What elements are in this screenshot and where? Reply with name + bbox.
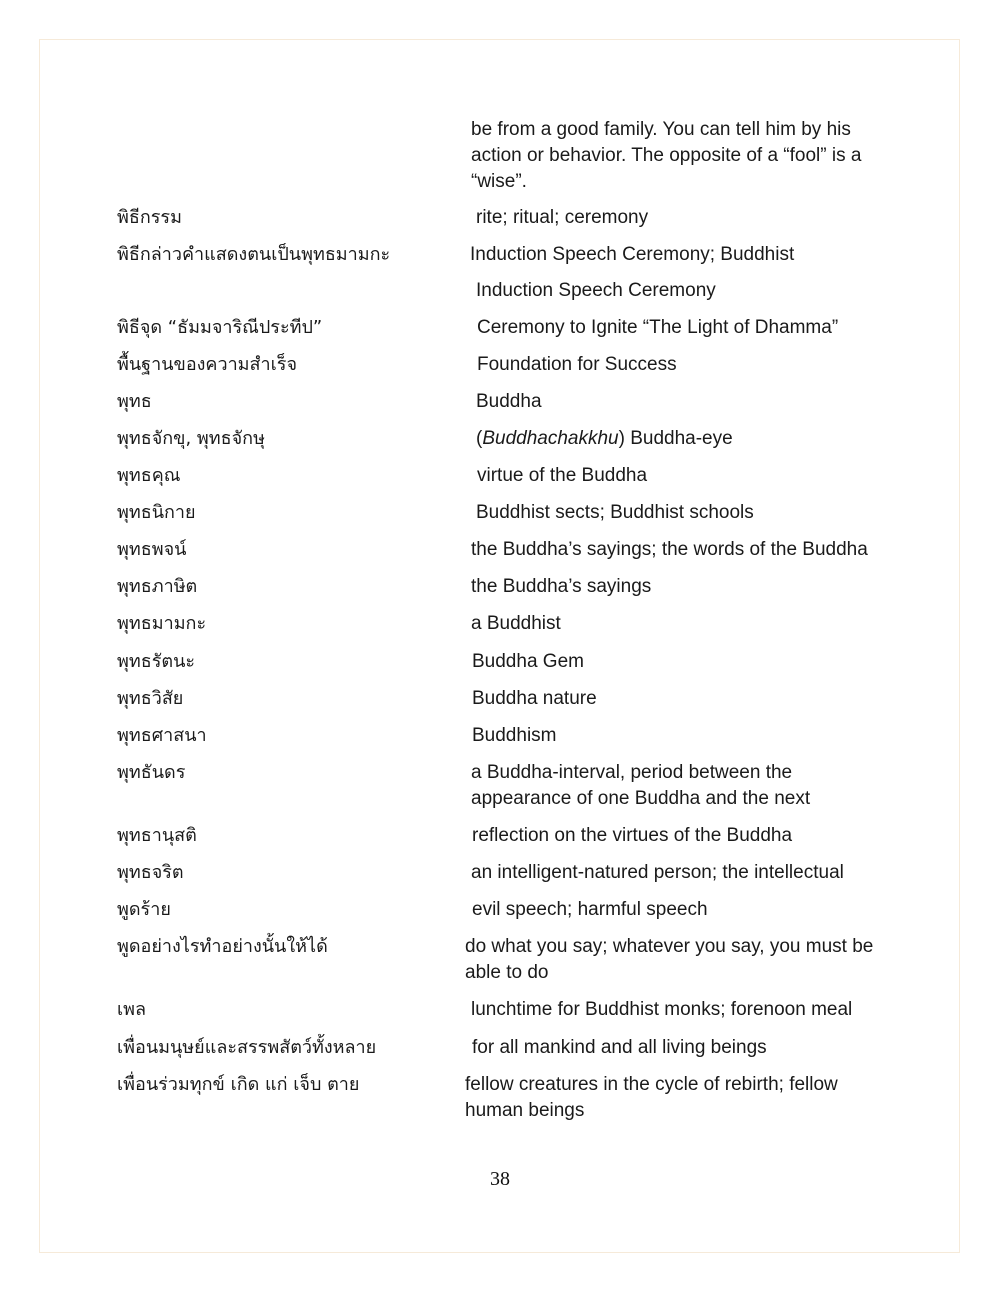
english-definition: fellow creatures in the cycle of rebirth; fellow human beings — [465, 1074, 838, 1121]
english-definition: reflection on the virtues of the Buddha — [472, 825, 793, 846]
pali-term: Buddhachakkhu — [482, 428, 619, 449]
english-definition: Buddhist sects; Buddhist schools — [476, 502, 754, 523]
thai-term: พุทธันดร — [117, 762, 186, 783]
english-definition: Ceremony to Ignite “The Light of Dhamma” — [477, 317, 839, 338]
english-gloss: Buddha-eye — [630, 428, 733, 449]
english-definition: Buddha Gem — [472, 651, 584, 672]
english-definition: lunchtime for Buddhist monks; forenoon meal — [471, 999, 853, 1020]
thai-term: พูดอย่างไรทำอย่างนั้นให้ได้ — [117, 936, 328, 957]
thai-term: พุทธจักขุ, พุทธจักษุ — [117, 428, 265, 449]
thai-term: พุทธคุณ — [117, 465, 181, 486]
english-definition: an intelligent-natured person; the intellectual — [471, 862, 844, 883]
thai-term: พุทธศาสนา — [117, 725, 207, 746]
thai-term: เพล — [117, 999, 147, 1020]
thai-term: พุทธจริต — [117, 862, 184, 883]
thai-term: พุทธานุสติ — [117, 825, 197, 846]
thai-term: พุทธพจน์ — [117, 539, 187, 560]
english-definition: rite; ritual; ceremony — [476, 207, 649, 228]
thai-term: เพื่อนร่วมทุกข์ เกิด แก่ เจ็บ ตาย — [117, 1074, 360, 1095]
english-definition: a Buddhist — [471, 613, 561, 634]
page-number: 38 — [490, 1168, 510, 1190]
thai-term: พิธีกรรม — [117, 207, 182, 228]
english-definition: Induction Speech Ceremony; Buddhist — [470, 244, 795, 265]
thai-term: พูดร้าย — [117, 899, 171, 920]
thai-term: พุทธภาษิต — [117, 576, 198, 597]
english-definition: Buddha nature — [472, 688, 597, 709]
thai-term: พุทธ — [117, 391, 152, 412]
thai-term: พื้นฐานของความสำเร็จ — [117, 354, 297, 375]
thai-term: เพื่อนมนุษย์และสรรพสัตว์ทั้งหลาย — [117, 1037, 377, 1058]
thai-term: พุทธมามกะ — [117, 613, 207, 634]
thai-term: พิธีกล่าวคำแสดงตนเป็นพุทธมามกะ — [117, 244, 391, 265]
english-definition: virtue of the Buddha — [477, 465, 648, 486]
english-definition: Buddhism — [472, 725, 557, 746]
thai-term: พุทธรัตนะ — [117, 651, 196, 672]
english-definition: (Buddhachakkhu) Buddha-eye — [476, 428, 733, 449]
english-definition: the Buddha’s sayings; the words of the Buddha — [471, 539, 868, 560]
thai-term: พุทธวิสัย — [117, 688, 184, 709]
english-definition: the Buddha’s sayings — [471, 576, 652, 597]
english-definition: Foundation for Success — [477, 354, 677, 375]
thai-term: พิธีจุด “ธัมมจาริณีประทีป” — [117, 317, 323, 338]
english-definition: Induction Speech Ceremony — [476, 280, 716, 301]
english-definition: Buddha — [476, 391, 542, 412]
english-definition: evil speech; harmful speech — [472, 899, 708, 920]
continuation-text: be from a good family. You can tell him by his action or behavior. The opposite of a “fool” is a “wise”. — [471, 119, 862, 192]
english-definition: a Buddha-interval, period between the appearance of one Buddha and the next — [471, 762, 811, 809]
thai-term: พุทธนิกาย — [117, 502, 196, 523]
english-definition: for all mankind and all living beings — [472, 1037, 767, 1058]
english-definition: do what you say; whatever you say, you must be able to do — [465, 936, 874, 983]
